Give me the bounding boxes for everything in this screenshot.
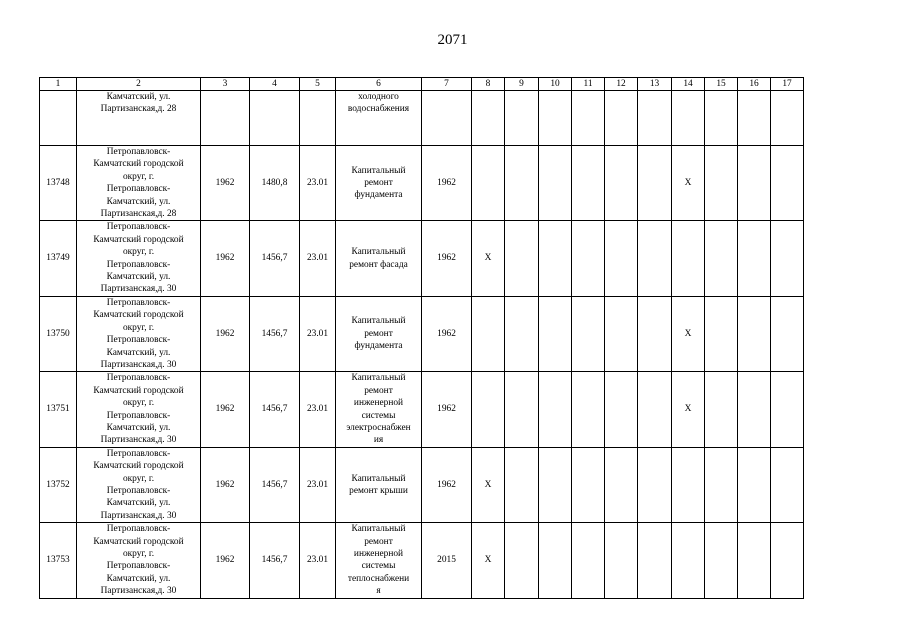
address-line: Камчатский, ул. bbox=[106, 196, 171, 207]
cell-code: 23.01 bbox=[300, 296, 336, 371]
work-line: водоснабжения bbox=[347, 104, 410, 115]
work-line: ремонт фасада bbox=[349, 259, 408, 270]
column-number: 5 bbox=[300, 78, 336, 91]
address-line: округ, г. bbox=[122, 549, 155, 559]
cell-col17 bbox=[771, 296, 804, 371]
column-number: 3 bbox=[201, 78, 250, 91]
cell-col11 bbox=[572, 91, 605, 146]
cell-col16 bbox=[738, 523, 771, 598]
cell-col8 bbox=[472, 91, 505, 146]
cell-col12 bbox=[605, 146, 638, 221]
column-number: 11 bbox=[572, 78, 605, 91]
cell-col15 bbox=[705, 296, 738, 371]
column-number: 1 bbox=[40, 78, 77, 91]
cell-col11 bbox=[572, 447, 605, 522]
cell-id: 13749 bbox=[40, 221, 77, 296]
address-line: Камчатский, ул. bbox=[106, 347, 171, 358]
cell-id bbox=[40, 91, 77, 146]
cell-col14 bbox=[672, 447, 705, 522]
address-line: Камчатский городской bbox=[93, 234, 184, 245]
cell-col11 bbox=[572, 296, 605, 371]
address-line: Петропавловск- bbox=[106, 147, 171, 157]
cell-area: 1456,7 bbox=[250, 296, 300, 371]
address-line: Партизанская,д. 30 bbox=[100, 284, 177, 295]
cell-year-work: 1962 bbox=[422, 447, 472, 522]
cell-col8: X bbox=[472, 523, 505, 598]
cell-col9 bbox=[505, 296, 539, 371]
cell-col12 bbox=[605, 372, 638, 447]
cell-code: 23.01 bbox=[300, 221, 336, 296]
cell-year-work: 2015 bbox=[422, 523, 472, 598]
cell-col12 bbox=[605, 296, 638, 371]
address-line: Камчатский, ул. bbox=[106, 573, 171, 584]
work-line: электроснабжен bbox=[346, 422, 411, 433]
address-line: Партизанская,д. 30 bbox=[100, 359, 177, 370]
cell-col15 bbox=[705, 447, 738, 522]
address-line: Камчатский, ул. bbox=[106, 272, 171, 283]
work-line: фундамента bbox=[354, 341, 403, 352]
table-row bbox=[40, 296, 804, 371]
cell-year-work: 1962 bbox=[422, 372, 472, 447]
cell-address bbox=[77, 221, 201, 296]
work-line: ремонт bbox=[364, 385, 393, 396]
cell-col10 bbox=[539, 372, 572, 447]
work-line: инженерной bbox=[353, 549, 404, 559]
cell-year-built: 1962 bbox=[201, 146, 250, 221]
cell-code bbox=[300, 91, 336, 146]
continuation-row bbox=[40, 91, 804, 146]
address-line: Петропавловск- bbox=[106, 297, 171, 308]
cell-col9 bbox=[505, 221, 539, 296]
cell-area: 1456,7 bbox=[250, 523, 300, 598]
cell-col13 bbox=[638, 447, 672, 522]
cell-col10 bbox=[539, 523, 572, 598]
cell-year-work bbox=[422, 91, 472, 146]
work-line: Капитальный bbox=[351, 247, 406, 258]
address-line: Камчатский городской bbox=[93, 536, 184, 547]
cell-year-built: 1962 bbox=[201, 447, 250, 522]
cell-col14 bbox=[672, 221, 705, 296]
cell-col14: X bbox=[672, 146, 705, 221]
cell-col16 bbox=[738, 146, 771, 221]
work-line: теплоснабжени bbox=[347, 573, 410, 584]
cell-col17 bbox=[771, 523, 804, 598]
address-line: Партизанская,д. 30 bbox=[100, 586, 177, 597]
cell-col13 bbox=[638, 523, 672, 598]
cell-code: 23.01 bbox=[300, 523, 336, 598]
cell-col16 bbox=[738, 91, 771, 146]
column-number: 15 bbox=[705, 78, 738, 91]
column-number: 12 bbox=[605, 78, 638, 91]
cell-col12 bbox=[605, 523, 638, 598]
address-line: Петропавловск- bbox=[106, 259, 171, 270]
cell-col11 bbox=[572, 372, 605, 447]
cell-address bbox=[77, 372, 201, 447]
column-number: 16 bbox=[738, 78, 771, 91]
work-line: инженерной bbox=[353, 398, 404, 409]
column-number: 4 bbox=[250, 78, 300, 91]
address-line: Петропавловск- bbox=[106, 561, 171, 572]
work-line: Капитальный bbox=[351, 524, 406, 535]
cell-col14 bbox=[672, 91, 705, 146]
cell-address bbox=[77, 447, 201, 522]
cell-col9 bbox=[505, 372, 539, 447]
cell-col10 bbox=[539, 91, 572, 146]
work-line: ремонт bbox=[364, 536, 393, 547]
cell-col15 bbox=[705, 146, 738, 221]
cell-col8 bbox=[472, 372, 505, 447]
cell-col9 bbox=[505, 91, 539, 146]
column-number: 7 bbox=[422, 78, 472, 91]
cell-work-type bbox=[336, 372, 422, 447]
address-line: Петропавловск- bbox=[106, 335, 171, 346]
cell-col13 bbox=[638, 296, 672, 371]
cell-year-built: 1962 bbox=[201, 221, 250, 296]
address-line: Петропавловск- bbox=[106, 222, 171, 233]
address-line: Камчатский, ул. bbox=[106, 498, 171, 509]
work-line: ия bbox=[373, 435, 384, 446]
column-number: 17 bbox=[771, 78, 804, 91]
cell-area bbox=[250, 91, 300, 146]
cell-col10 bbox=[539, 221, 572, 296]
table-row bbox=[40, 146, 804, 221]
cell-col11 bbox=[572, 523, 605, 598]
cell-col14: X bbox=[672, 372, 705, 447]
column-number: 9 bbox=[505, 78, 539, 91]
work-line: ремонт bbox=[364, 178, 393, 189]
cell-col10 bbox=[539, 447, 572, 522]
column-number: 8 bbox=[472, 78, 505, 91]
address-line: Петропавловск- bbox=[106, 448, 171, 459]
address-line: Камчатский городской bbox=[93, 461, 184, 472]
cell-col17 bbox=[771, 372, 804, 447]
work-line: холодного bbox=[358, 92, 399, 102]
address-line: Партизанская,д. 28 bbox=[100, 209, 177, 220]
table-row bbox=[40, 221, 804, 296]
address-line: Петропавловск- bbox=[106, 410, 171, 421]
address-line: округ, г. bbox=[122, 322, 155, 333]
cell-col16 bbox=[738, 296, 771, 371]
work-line: Капитальный bbox=[351, 473, 406, 484]
address-line: Партизанская,д. 30 bbox=[100, 510, 177, 521]
cell-col15 bbox=[705, 523, 738, 598]
address-line: Камчатский, ул. bbox=[106, 422, 171, 433]
cell-id: 13748 bbox=[40, 146, 77, 221]
column-number-row bbox=[40, 78, 804, 91]
column-number: 10 bbox=[539, 78, 572, 91]
cell-col9 bbox=[505, 146, 539, 221]
cell-address bbox=[77, 91, 201, 146]
cell-col9 bbox=[505, 523, 539, 598]
cell-col16 bbox=[738, 372, 771, 447]
address-line: Петропавловск- bbox=[106, 373, 171, 384]
cell-col16 bbox=[738, 447, 771, 522]
column-number: 2 bbox=[77, 78, 201, 91]
cell-area: 1456,7 bbox=[250, 447, 300, 522]
work-line: системы bbox=[361, 410, 396, 421]
cell-col13 bbox=[638, 146, 672, 221]
cell-col12 bbox=[605, 447, 638, 522]
repair-schedule-table bbox=[39, 77, 804, 599]
cell-col8: X bbox=[472, 221, 505, 296]
cell-col15 bbox=[705, 91, 738, 146]
cell-id: 13751 bbox=[40, 372, 77, 447]
cell-col8 bbox=[472, 146, 505, 221]
cell-col10 bbox=[539, 146, 572, 221]
table-row bbox=[40, 372, 804, 447]
cell-work-type bbox=[336, 296, 422, 371]
cell-col13 bbox=[638, 221, 672, 296]
column-number: 14 bbox=[672, 78, 705, 91]
cell-col15 bbox=[705, 372, 738, 447]
cell-id: 13750 bbox=[40, 296, 77, 371]
cell-year-built bbox=[201, 91, 250, 146]
table-row bbox=[40, 447, 804, 522]
cell-year-work: 1962 bbox=[422, 221, 472, 296]
address-line: Партизанская,д. 28 bbox=[100, 104, 177, 115]
work-line: ремонт bbox=[364, 328, 393, 339]
cell-id: 13753 bbox=[40, 523, 77, 598]
cell-work-type bbox=[336, 523, 422, 598]
address-line: округ, г. bbox=[122, 473, 155, 484]
column-number: 6 bbox=[336, 78, 422, 91]
cell-col14 bbox=[672, 523, 705, 598]
cell-col17 bbox=[771, 146, 804, 221]
cell-year-work: 1962 bbox=[422, 296, 472, 371]
cell-col8: X bbox=[472, 447, 505, 522]
cell-code: 23.01 bbox=[300, 372, 336, 447]
cell-area: 1456,7 bbox=[250, 221, 300, 296]
cell-col15 bbox=[705, 221, 738, 296]
address-line: Камчатский городской bbox=[93, 385, 184, 396]
work-line: я bbox=[376, 586, 381, 597]
cell-col17 bbox=[771, 221, 804, 296]
cell-col10 bbox=[539, 296, 572, 371]
address-line: Камчатский городской bbox=[93, 310, 184, 321]
column-number: 13 bbox=[638, 78, 672, 91]
work-line: Капитальный bbox=[351, 316, 406, 327]
cell-col11 bbox=[572, 221, 605, 296]
cell-col16 bbox=[738, 221, 771, 296]
cell-year-built: 1962 bbox=[201, 372, 250, 447]
cell-col17 bbox=[771, 91, 804, 146]
cell-address bbox=[77, 523, 201, 598]
table-row bbox=[40, 523, 804, 598]
cell-col13 bbox=[638, 91, 672, 146]
cell-address bbox=[77, 296, 201, 371]
cell-work-type bbox=[336, 91, 422, 146]
cell-col12 bbox=[605, 91, 638, 146]
page-number: 2071 bbox=[437, 32, 468, 48]
cell-work-type bbox=[336, 146, 422, 221]
cell-year-built: 1962 bbox=[201, 523, 250, 598]
cell-col8 bbox=[472, 296, 505, 371]
cell-col11 bbox=[572, 146, 605, 221]
work-line: ремонт крыши bbox=[349, 485, 408, 496]
cell-col14: X bbox=[672, 296, 705, 371]
address-line: Петропавловск- bbox=[106, 184, 171, 195]
address-line: округ, г. bbox=[122, 171, 155, 182]
cell-col9 bbox=[505, 447, 539, 522]
work-line: системы bbox=[361, 561, 396, 572]
address-line: Петропавловск- bbox=[106, 485, 171, 496]
cell-address bbox=[77, 146, 201, 221]
address-line: округ, г. bbox=[122, 247, 155, 258]
cell-work-type bbox=[336, 447, 422, 522]
address-line: Камчатский, ул. bbox=[106, 92, 171, 102]
cell-code: 23.01 bbox=[300, 447, 336, 522]
address-line: Камчатский городской bbox=[93, 159, 184, 170]
work-line: Капитальный bbox=[351, 165, 406, 176]
work-line: фундамента bbox=[354, 190, 403, 201]
cell-code: 23.01 bbox=[300, 146, 336, 221]
address-line: Петропавловск- bbox=[106, 524, 171, 535]
work-line: Капитальный bbox=[351, 373, 406, 384]
cell-year-work: 1962 bbox=[422, 146, 472, 221]
cell-col13 bbox=[638, 372, 672, 447]
address-line: Партизанская,д. 30 bbox=[100, 435, 177, 446]
cell-col12 bbox=[605, 221, 638, 296]
cell-col17 bbox=[771, 447, 804, 522]
cell-work-type bbox=[336, 221, 422, 296]
cell-area: 1456,7 bbox=[250, 372, 300, 447]
cell-id: 13752 bbox=[40, 447, 77, 522]
cell-area: 1480,8 bbox=[250, 146, 300, 221]
address-line: округ, г. bbox=[122, 398, 155, 409]
cell-year-built: 1962 bbox=[201, 296, 250, 371]
